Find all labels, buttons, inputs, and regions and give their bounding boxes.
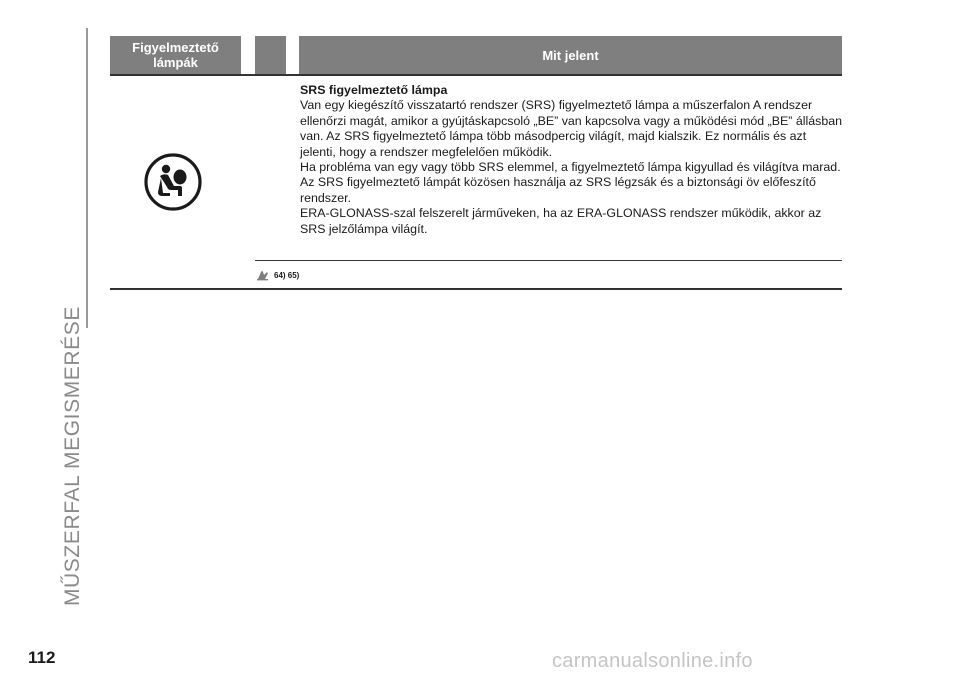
note-refs-text: 64) 65)	[274, 270, 300, 280]
srs-heading: SRS figyelmeztető lámpa	[300, 83, 448, 97]
table-end-rule	[110, 288, 842, 290]
section-title: MŰSZERFAL MEGISMERÉSE	[61, 306, 84, 607]
watermark: carmanualsonline.info	[552, 650, 753, 672]
caution-hand-icon	[256, 269, 270, 281]
header-blank	[255, 36, 286, 74]
header-col1-line1: Figyelmeztető	[132, 40, 219, 55]
header-col1-line2: lámpák	[153, 55, 198, 70]
header-warning-lamps	[110, 36, 241, 74]
note-references	[256, 266, 299, 284]
section-divider	[86, 28, 88, 328]
row-rule	[255, 260, 842, 261]
paragraph: Az SRS figyelmeztető lámpát közösen használja az SRS légzsák és a biztonsági öv előfeszítő rendszer.	[300, 175, 816, 205]
page-number: 112	[28, 648, 56, 667]
paragraph: ERA-GLONASS-szal felszerelt járműveken, ha az ERA-GLONASS rendszer működik, akkor az SRS jelzőlámpa világít.	[300, 206, 822, 236]
airbag-warning-icon	[143, 152, 203, 212]
header-rule	[110, 74, 842, 76]
srs-description	[300, 83, 845, 237]
paragraph: Van egy kiegészítő visszatartó rendszer (SRS) figyelmeztető lámpa a műszerfalon A rendszer ellenőrzi magát, amikor a gyújtáskapcsoló „BE” van kapcsolva vagy a működési mód „BE” állásban van. Az SRS figyelmeztető lámpa több másodpercig világít, majd kialszik. Ez normális és azt jelenti, hogy a rendszer megfelelően működik.	[300, 98, 842, 159]
header-meaning: Mit jelent	[299, 36, 842, 74]
paragraph: Ha probléma van egy vagy több SRS elemmel, a figyelmeztető lámpa kigyullad és világítva marad.	[300, 160, 841, 175]
